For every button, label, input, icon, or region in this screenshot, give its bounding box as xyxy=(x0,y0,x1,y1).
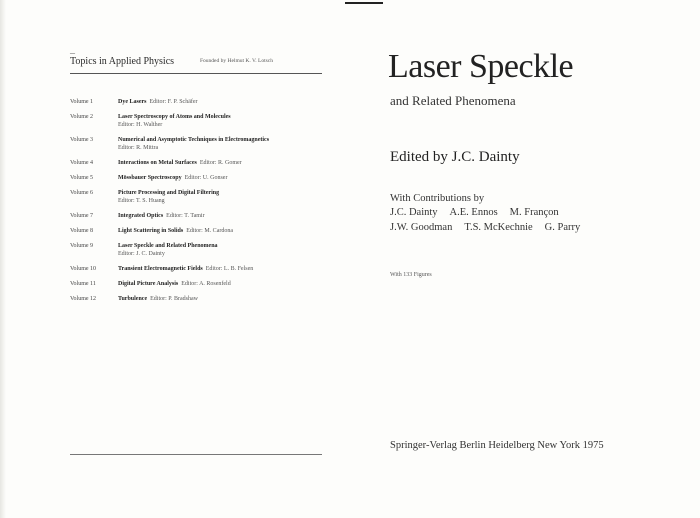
contributors-row-2 xyxy=(390,222,580,233)
volume-editor: Editor: A. Rosenfeld xyxy=(181,281,231,287)
contributor-name: J.W. Goodman xyxy=(390,222,453,233)
volume-entry xyxy=(70,242,330,258)
volume-entry xyxy=(70,295,330,303)
figures-note: With 133 Figures xyxy=(390,272,432,278)
volume-title: Numerical and Asymptotic Techniques in Electromagnetics xyxy=(118,137,270,143)
volume-editor: Editor: R. Mittra xyxy=(118,145,159,151)
volume-title: Laser Speckle and Related Phenomena xyxy=(118,243,218,249)
contributor-name: M. Françon xyxy=(509,207,559,218)
volume-entry xyxy=(70,136,330,152)
volume-body xyxy=(118,265,330,273)
volume-title: Mössbauer Spectroscopy xyxy=(118,175,182,181)
volume-number: Volume 7 xyxy=(70,213,94,219)
volume-body xyxy=(118,212,330,220)
contributor-name: T.S. McKechnie xyxy=(464,222,533,233)
series-bottom-rule xyxy=(70,454,322,455)
volume-body xyxy=(118,295,330,303)
volume-title: Turbulence xyxy=(118,296,148,302)
volume-editor: Editor: H. Walther xyxy=(118,122,163,128)
page-fold-shadow xyxy=(0,0,6,518)
volume-number: Volume 6 xyxy=(70,190,94,196)
volume-title: Laser Spectroscopy of Atoms and Molecules xyxy=(118,114,231,120)
volume-number: Volume 8 xyxy=(70,228,94,234)
volume-title: Transient Electromagnetic Fields xyxy=(118,266,203,272)
volume-number: Volume 2 xyxy=(70,114,94,120)
contributor-name: G. Parry xyxy=(544,222,581,233)
volume-body xyxy=(118,227,330,235)
volume-editor: Editor: P. Bradshaw xyxy=(150,296,198,302)
contributor-name: J.C. Dainty xyxy=(390,207,438,218)
book-title: Laser Speckle xyxy=(388,48,574,85)
volume-entry xyxy=(70,159,330,167)
volume-number: Volume 3 xyxy=(70,137,94,143)
volume-body xyxy=(118,136,330,152)
volume-editor: Editor: M. Cardona xyxy=(186,228,234,234)
volume-entry xyxy=(70,212,330,220)
volume-number: Volume 10 xyxy=(70,266,97,272)
volume-body xyxy=(118,242,330,258)
volume-body xyxy=(118,113,330,129)
volume-entry xyxy=(70,227,330,235)
edited-by: Edited by J.C. Dainty xyxy=(390,149,520,165)
publisher-imprint: Springer-Verlag Berlin Heidelberg New York 1975 xyxy=(390,440,604,451)
volume-number: Volume 4 xyxy=(70,160,94,166)
volume-body xyxy=(118,189,330,205)
volume-editor: Editor: J. C. Dainty xyxy=(118,251,165,257)
volume-list xyxy=(70,98,330,310)
volume-title: Integrated Optics xyxy=(118,213,164,219)
series-top-rule xyxy=(70,73,322,74)
volume-number: Volume 5 xyxy=(70,175,94,181)
volume-entry xyxy=(70,98,330,106)
volume-entry xyxy=(70,265,330,273)
volume-entry xyxy=(70,280,330,288)
contributions-label: With Contributions by xyxy=(390,193,485,204)
volume-editor: Editor: R. Gomer xyxy=(199,160,242,166)
volume-body xyxy=(118,98,330,106)
volume-number: Volume 12 xyxy=(70,296,97,302)
volume-title: Light Scattering in Solids xyxy=(118,228,184,234)
volume-body xyxy=(118,159,330,167)
series-mark: – xyxy=(70,48,75,59)
volume-editor: Editor: F. P. Schäfer xyxy=(149,99,198,105)
volume-title: Digital Picture Analysis xyxy=(118,281,179,287)
volume-editor: Editor: T. Tamir xyxy=(166,213,205,219)
volume-entry xyxy=(70,174,330,182)
volume-editor: Editor: U. Gonser xyxy=(184,175,228,181)
volume-title: Picture Processing and Digital Filtering xyxy=(118,190,220,196)
volume-number: Volume 1 xyxy=(70,99,94,105)
volume-editor: Editor: L. B. Felsen xyxy=(205,266,254,272)
top-edge-mark xyxy=(345,2,383,4)
contributors-row-1 xyxy=(390,207,559,218)
series-founder-note: Founded by Helmut K. V. Lotsch xyxy=(200,58,273,64)
volume-title: Dye Lasers xyxy=(118,99,147,105)
volume-body xyxy=(118,174,330,182)
volume-entry xyxy=(70,189,330,205)
volume-body xyxy=(118,280,330,288)
volume-editor: Editor: T. S. Huang xyxy=(118,198,165,204)
volume-number: Volume 11 xyxy=(70,281,96,287)
volume-entry xyxy=(70,113,330,129)
series-title: Topics in Applied Physics xyxy=(70,56,175,67)
contributor-name: A.E. Ennos xyxy=(449,207,498,218)
volume-title: Interactions on Metal Surfaces xyxy=(118,160,197,166)
book-subtitle: and Related Phenomena xyxy=(390,93,516,108)
volume-number: Volume 9 xyxy=(70,243,94,249)
